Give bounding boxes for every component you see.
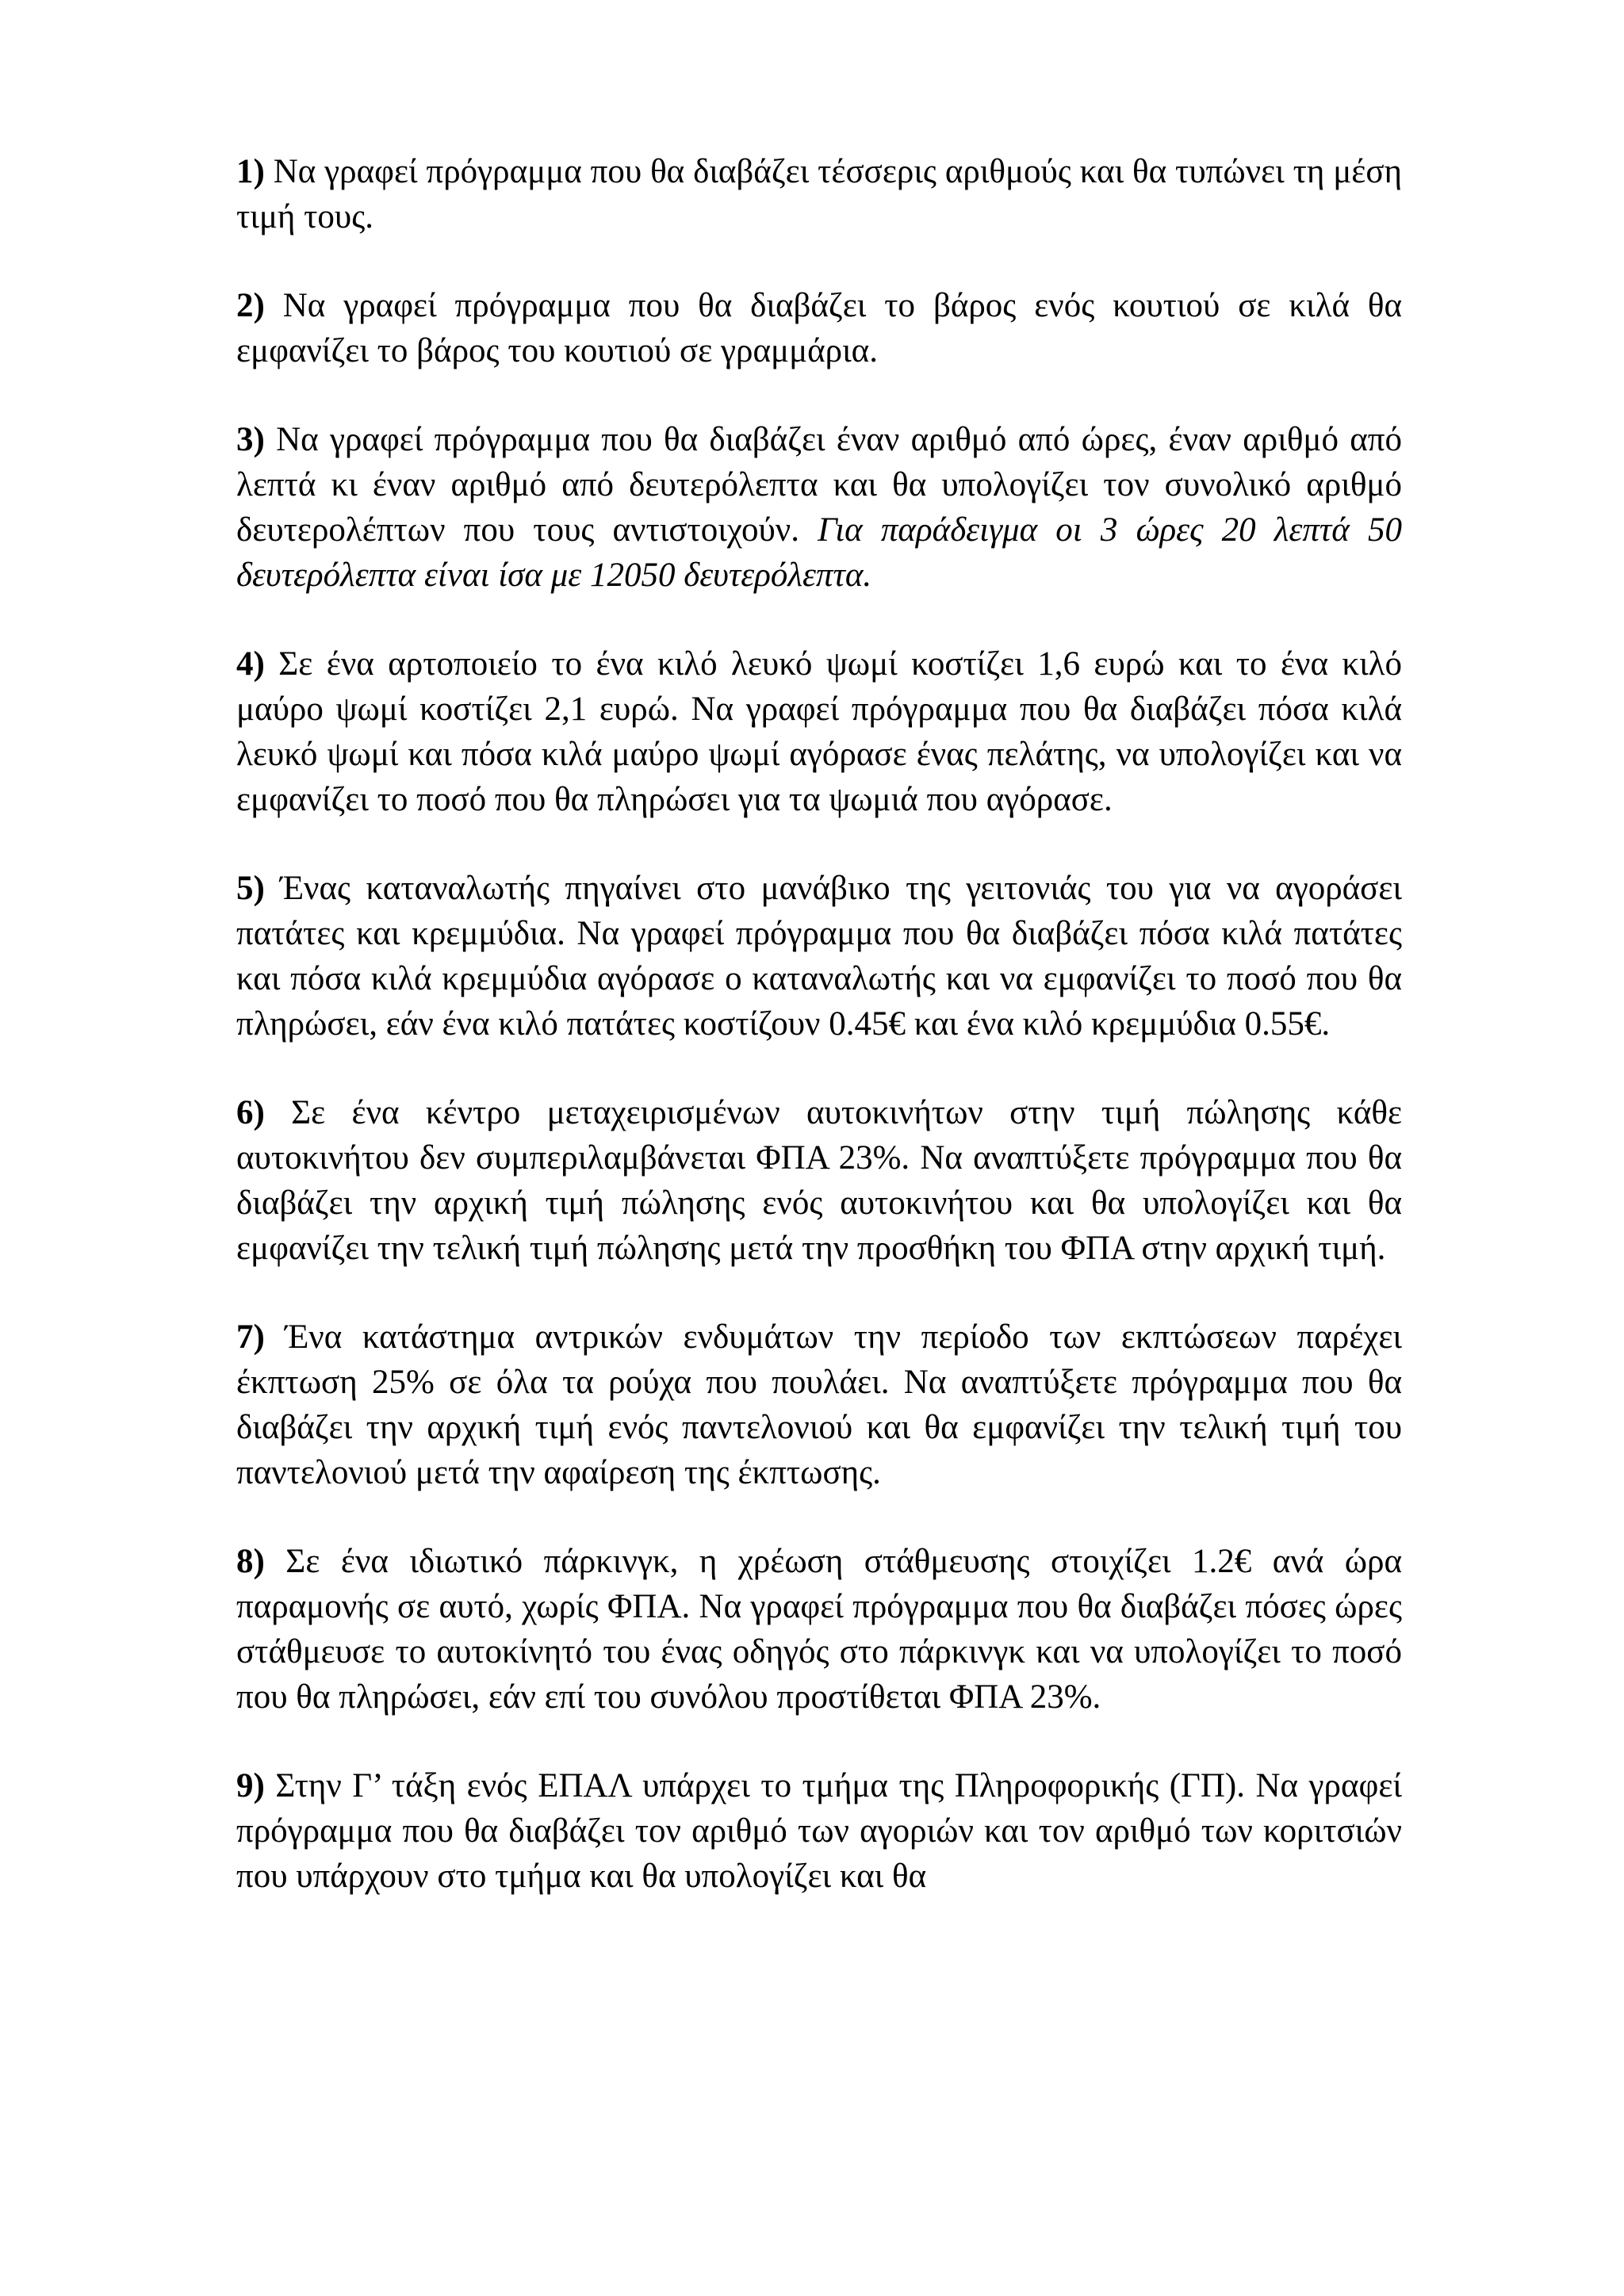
- exercise-5: [236, 866, 1402, 1047]
- exercise-7: [236, 1314, 1402, 1495]
- exercise-text: Στην Γ’ τάξη ενός ΕΠΑΛ υπάρχει το τμήμα της Πληροφορικής (ΓΠ). Να γραφεί πρόγραμμα που θα διαβάζει τον αριθμό των αγοριών και τον αριθμό των κοριτσιών που υπάρχουν στο τμήμα και θα υπολογίζει και θα: [236, 1767, 1402, 1895]
- exercise-number: 4): [236, 645, 265, 683]
- exercise-6: [236, 1090, 1402, 1271]
- exercise-4: [236, 641, 1402, 822]
- exercise-9: [236, 1763, 1402, 1899]
- exercise-1: [236, 149, 1402, 239]
- exercise-number: 5): [236, 870, 265, 907]
- exercise-text: Ένας καταναλωτής πηγαίνει στο μανάβικο της γειτονιάς του για να αγοράσει πατάτες και κρεμμύδια. Να γραφεί πρόγραμμα που θα διαβάζει πόσα κιλά πατάτες και πόσα κιλά κρεμμύδια αγόρασε ο καταναλωτής και να εμφανίζει το ποσό που θα πληρώσει, εάν ένα κιλό πατάτες κοστίζουν 0.45€ και ένα κιλό κρεμμύδια 0.55€.: [236, 870, 1402, 1043]
- exercise-number: 1): [236, 153, 265, 190]
- exercise-text: Σε ένα κέντρο μεταχειρισμένων αυτοκινήτων στην τιμή πώλησης κάθε αυτοκινήτου δεν συμπεριλαμβάνεται ΦΠΑ 23%. Να αναπτύξετε πρόγραμμα που θα διαβάζει την αρχική τιμή πώλησης ενός αυτοκινήτου και θα υπολογίζει και θα εμφανίζει την τελική τιμή πώλησης μετά την προσθήκη του ΦΠΑ στην αρχική τιμή.: [236, 1094, 1402, 1267]
- exercise-number: 6): [236, 1094, 265, 1131]
- exercise-number: 8): [236, 1543, 265, 1580]
- exercise-example: Για παράδειγμα οι 3 ώρες 20 λεπτά 50 δευτερόλεπτα είναι ίσα με 12050 δευτερόλεπτα.: [236, 511, 1402, 594]
- exercise-3: [236, 417, 1402, 598]
- exercise-text: Να γραφεί πρόγραμμα που θα διαβάζει έναν αριθμό από ώρες, έναν αριθμό από λεπτά κι έναν αριθμό από δευτερόλεπτα και θα υπολογίζει τον συνολικό αριθμό δευτερολέπτων που τους αντιστοιχούν.: [236, 421, 1402, 549]
- exercise-number: 7): [236, 1318, 265, 1356]
- exercise-number: 3): [236, 421, 265, 458]
- exercise-number: 2): [236, 287, 265, 324]
- exercise-8: [236, 1539, 1402, 1720]
- exercise-text: Να γραφεί πρόγραμμα που θα διαβάζει το βάρος ενός κουτιού σε κιλά θα εμφανίζει το βάρος του κουτιού σε γραμμάρια.: [236, 287, 1402, 369]
- exercise-number: 9): [236, 1767, 265, 1804]
- exercise-text: Σε ένα αρτοποιείο το ένα κιλό λευκό ψωμί κοστίζει 1,6 ευρώ και το ένα κιλό μαύρο ψωμί κοστίζει 2,1 ευρώ. Να γραφεί πρόγραμμα που θα διαβάζει πόσα κιλά λευκό ψωμί και πόσα κιλά μαύρο ψωμί αγόρασε ένας πελάτης, να υπολογίζει και να εμφανίζει το ποσό που θα πληρώσει για τα ψωμιά που αγόρασε.: [236, 645, 1403, 818]
- exercise-2: [236, 283, 1402, 373]
- exercise-text: Σε ένα ιδιωτικό πάρκινγκ, η χρέωση στάθμευσης στοιχίζει 1.2€ ανά ώρα παραμονής σε αυτό, χωρίς ΦΠΑ. Να γραφεί πρόγραμμα που θα διαβάζει πόσες ώρες στάθμευσε το αυτοκίνητό του ένας οδηγός στο πάρκινγκ και να υπολογίζει το ποσό που θα πληρώσει, εάν επί του συνόλου προστίθεται ΦΠΑ 23%.: [236, 1543, 1402, 1716]
- exercise-text: Να γραφεί πρόγραμμα που θα διαβάζει τέσσερις αριθμούς και θα τυπώνει τη μέση τιμή τους.: [236, 153, 1403, 235]
- exercise-list: [236, 149, 1402, 1942]
- exercise-text: Ένα κατάστημα αντρικών ενδυμάτων την περίοδο των εκπτώσεων παρέχει έκπτωση 25% σε όλα τα ρούχα που πουλάει. Να αναπτύξετε πρόγραμμα που θα διαβάζει την αρχική τιμή ενός παντελονιού και θα εμφανίζει την τελική τιμή του παντελονιού μετά την αφαίρεση της έκπτωσης.: [236, 1318, 1402, 1491]
